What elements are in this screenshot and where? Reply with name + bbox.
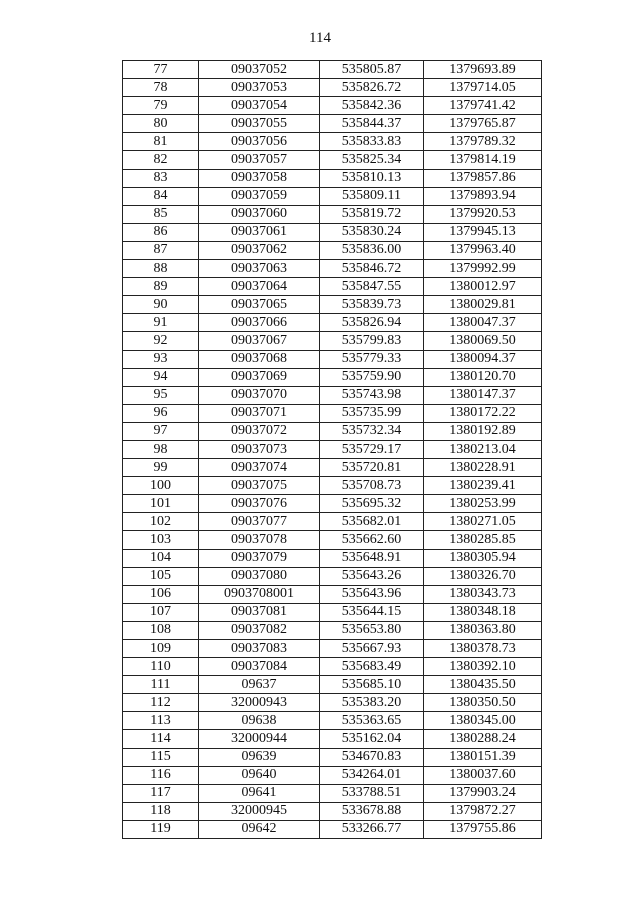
- x-coordinate-cell: 535685.10: [320, 676, 424, 694]
- table-row: [123, 694, 542, 712]
- point-id-cell: 09037082: [199, 621, 320, 639]
- table-row: [123, 278, 542, 296]
- x-coordinate-cell: 535819.72: [320, 205, 424, 223]
- x-coordinate-cell: 535383.20: [320, 694, 424, 712]
- table-row: [123, 133, 542, 151]
- row-number-cell: 78: [123, 79, 199, 97]
- table-row: [123, 79, 542, 97]
- coordinates-table-body: [123, 61, 542, 839]
- point-id-cell: 09037073: [199, 440, 320, 458]
- table-row: [123, 223, 542, 241]
- x-coordinate-cell: 535847.55: [320, 278, 424, 296]
- row-number-cell: 114: [123, 730, 199, 748]
- table-row: [123, 477, 542, 495]
- table-row: [123, 640, 542, 658]
- row-number-cell: 118: [123, 802, 199, 820]
- table-row: [123, 549, 542, 567]
- point-id-cell: 09642: [199, 820, 320, 838]
- row-number-cell: 116: [123, 766, 199, 784]
- x-coordinate-cell: 535695.32: [320, 495, 424, 513]
- y-coordinate-cell: 1380047.37: [424, 314, 542, 332]
- x-coordinate-cell: 535363.65: [320, 712, 424, 730]
- point-id-cell: 09037063: [199, 260, 320, 278]
- y-coordinate-cell: 1379814.19: [424, 151, 542, 169]
- row-number-cell: 108: [123, 621, 199, 639]
- point-id-cell: 09037059: [199, 187, 320, 205]
- point-id-cell: 09037067: [199, 332, 320, 350]
- table-row: [123, 332, 542, 350]
- point-id-cell: 0903708001: [199, 585, 320, 603]
- table-row: [123, 187, 542, 205]
- table-row: [123, 440, 542, 458]
- x-coordinate-cell: 535653.80: [320, 621, 424, 639]
- y-coordinate-cell: 1379857.86: [424, 169, 542, 187]
- x-coordinate-cell: 535162.04: [320, 730, 424, 748]
- row-number-cell: 80: [123, 115, 199, 133]
- point-id-cell: 09637: [199, 676, 320, 694]
- y-coordinate-cell: 1380345.00: [424, 712, 542, 730]
- table-row: [123, 169, 542, 187]
- point-id-cell: 09037064: [199, 278, 320, 296]
- table-row: [123, 712, 542, 730]
- x-coordinate-cell: 535836.00: [320, 241, 424, 259]
- point-id-cell: 09037072: [199, 422, 320, 440]
- x-coordinate-cell: 535779.33: [320, 350, 424, 368]
- table-row: [123, 567, 542, 585]
- row-number-cell: 97: [123, 422, 199, 440]
- x-coordinate-cell: 535682.01: [320, 513, 424, 531]
- point-id-cell: 32000943: [199, 694, 320, 712]
- y-coordinate-cell: 1380350.50: [424, 694, 542, 712]
- point-id-cell: 09037061: [199, 223, 320, 241]
- x-coordinate-cell: 535732.34: [320, 422, 424, 440]
- x-coordinate-cell: 535799.83: [320, 332, 424, 350]
- row-number-cell: 91: [123, 314, 199, 332]
- x-coordinate-cell: 535743.98: [320, 386, 424, 404]
- row-number-cell: 99: [123, 459, 199, 477]
- row-number-cell: 105: [123, 567, 199, 585]
- row-number-cell: 113: [123, 712, 199, 730]
- point-id-cell: 09639: [199, 748, 320, 766]
- x-coordinate-cell: 535729.17: [320, 440, 424, 458]
- y-coordinate-cell: 1379693.89: [424, 61, 542, 79]
- x-coordinate-cell: 535839.73: [320, 296, 424, 314]
- y-coordinate-cell: 1380271.05: [424, 513, 542, 531]
- table-row: [123, 459, 542, 477]
- table-row: [123, 296, 542, 314]
- table-row: [123, 205, 542, 223]
- y-coordinate-cell: 1379992.99: [424, 260, 542, 278]
- row-number-cell: 103: [123, 531, 199, 549]
- x-coordinate-cell: 535683.49: [320, 658, 424, 676]
- row-number-cell: 104: [123, 549, 199, 567]
- row-number-cell: 98: [123, 440, 199, 458]
- y-coordinate-cell: 1380378.73: [424, 640, 542, 658]
- y-coordinate-cell: 1380392.10: [424, 658, 542, 676]
- table-row: [123, 531, 542, 549]
- row-number-cell: 112: [123, 694, 199, 712]
- point-id-cell: 09037065: [199, 296, 320, 314]
- x-coordinate-cell: 535644.15: [320, 603, 424, 621]
- table-row: [123, 676, 542, 694]
- point-id-cell: 09037056: [199, 133, 320, 151]
- x-coordinate-cell: 533788.51: [320, 784, 424, 802]
- y-coordinate-cell: 1380305.94: [424, 549, 542, 567]
- x-coordinate-cell: 535810.13: [320, 169, 424, 187]
- x-coordinate-cell: 535844.37: [320, 115, 424, 133]
- x-coordinate-cell: 535825.34: [320, 151, 424, 169]
- row-number-cell: 107: [123, 603, 199, 621]
- table-row: [123, 820, 542, 838]
- y-coordinate-cell: 1380326.70: [424, 567, 542, 585]
- x-coordinate-cell: 535759.90: [320, 368, 424, 386]
- row-number-cell: 109: [123, 640, 199, 658]
- point-id-cell: 09037080: [199, 567, 320, 585]
- point-id-cell: 09037057: [199, 151, 320, 169]
- table-row: [123, 151, 542, 169]
- y-coordinate-cell: 1380253.99: [424, 495, 542, 513]
- point-id-cell: 09037053: [199, 79, 320, 97]
- x-coordinate-cell: 535662.60: [320, 531, 424, 549]
- row-number-cell: 88: [123, 260, 199, 278]
- y-coordinate-cell: 1380343.73: [424, 585, 542, 603]
- table-row: [123, 621, 542, 639]
- table-row: [123, 386, 542, 404]
- row-number-cell: 93: [123, 350, 199, 368]
- table-row: [123, 513, 542, 531]
- table-row: [123, 766, 542, 784]
- row-number-cell: 100: [123, 477, 199, 495]
- y-coordinate-cell: 1380348.18: [424, 603, 542, 621]
- x-coordinate-cell: 535826.94: [320, 314, 424, 332]
- table-row: [123, 802, 542, 820]
- point-id-cell: 09640: [199, 766, 320, 784]
- x-coordinate-cell: 535809.11: [320, 187, 424, 205]
- table-row: [123, 260, 542, 278]
- x-coordinate-cell: 535667.93: [320, 640, 424, 658]
- y-coordinate-cell: 1379963.40: [424, 241, 542, 259]
- table-row: [123, 61, 542, 79]
- table-row: [123, 730, 542, 748]
- table-row: [123, 241, 542, 259]
- y-coordinate-cell: 1379765.87: [424, 115, 542, 133]
- point-id-cell: 32000945: [199, 802, 320, 820]
- y-coordinate-cell: 1380037.60: [424, 766, 542, 784]
- x-coordinate-cell: 535805.87: [320, 61, 424, 79]
- x-coordinate-cell: 535708.73: [320, 477, 424, 495]
- point-id-cell: 09037071: [199, 404, 320, 422]
- point-id-cell: 09037076: [199, 495, 320, 513]
- x-coordinate-cell: 535720.81: [320, 459, 424, 477]
- x-coordinate-cell: 535833.83: [320, 133, 424, 151]
- table-row: [123, 603, 542, 621]
- y-coordinate-cell: 1379789.32: [424, 133, 542, 151]
- y-coordinate-cell: 1379714.05: [424, 79, 542, 97]
- row-number-cell: 111: [123, 676, 199, 694]
- x-coordinate-cell: 534670.83: [320, 748, 424, 766]
- point-id-cell: 09638: [199, 712, 320, 730]
- point-id-cell: 09037081: [199, 603, 320, 621]
- point-id-cell: 09037066: [199, 314, 320, 332]
- point-id-cell: 09037075: [199, 477, 320, 495]
- row-number-cell: 87: [123, 241, 199, 259]
- row-number-cell: 86: [123, 223, 199, 241]
- point-id-cell: 09641: [199, 784, 320, 802]
- point-id-cell: 09037078: [199, 531, 320, 549]
- coordinates-table: [122, 60, 542, 839]
- table-row: [123, 368, 542, 386]
- y-coordinate-cell: 1380172.22: [424, 404, 542, 422]
- x-coordinate-cell: 534264.01: [320, 766, 424, 784]
- y-coordinate-cell: 1379920.53: [424, 205, 542, 223]
- table-row: [123, 585, 542, 603]
- y-coordinate-cell: 1380029.81: [424, 296, 542, 314]
- table-row: [123, 314, 542, 332]
- x-coordinate-cell: 533678.88: [320, 802, 424, 820]
- row-number-cell: 115: [123, 748, 199, 766]
- y-coordinate-cell: 1379741.42: [424, 97, 542, 115]
- row-number-cell: 82: [123, 151, 199, 169]
- y-coordinate-cell: 1379872.27: [424, 802, 542, 820]
- row-number-cell: 81: [123, 133, 199, 151]
- y-coordinate-cell: 1380228.91: [424, 459, 542, 477]
- row-number-cell: 89: [123, 278, 199, 296]
- row-number-cell: 117: [123, 784, 199, 802]
- y-coordinate-cell: 1380435.50: [424, 676, 542, 694]
- point-id-cell: 09037052: [199, 61, 320, 79]
- y-coordinate-cell: 1380069.50: [424, 332, 542, 350]
- row-number-cell: 102: [123, 513, 199, 531]
- x-coordinate-cell: 535735.99: [320, 404, 424, 422]
- x-coordinate-cell: 535830.24: [320, 223, 424, 241]
- table-row: [123, 115, 542, 133]
- point-id-cell: 09037060: [199, 205, 320, 223]
- y-coordinate-cell: 1380012.97: [424, 278, 542, 296]
- point-id-cell: 09037083: [199, 640, 320, 658]
- point-id-cell: 32000944: [199, 730, 320, 748]
- point-id-cell: 09037079: [199, 549, 320, 567]
- y-coordinate-cell: 1380239.41: [424, 477, 542, 495]
- x-coordinate-cell: 533266.77: [320, 820, 424, 838]
- row-number-cell: 85: [123, 205, 199, 223]
- table-row: [123, 422, 542, 440]
- table-row: [123, 784, 542, 802]
- row-number-cell: 77: [123, 61, 199, 79]
- point-id-cell: 09037077: [199, 513, 320, 531]
- page-number: 114: [309, 30, 331, 46]
- table-row: [123, 658, 542, 676]
- y-coordinate-cell: 1380120.70: [424, 368, 542, 386]
- row-number-cell: 110: [123, 658, 199, 676]
- point-id-cell: 09037069: [199, 368, 320, 386]
- x-coordinate-cell: 535846.72: [320, 260, 424, 278]
- x-coordinate-cell: 535842.36: [320, 97, 424, 115]
- point-id-cell: 09037062: [199, 241, 320, 259]
- row-number-cell: 101: [123, 495, 199, 513]
- x-coordinate-cell: 535643.96: [320, 585, 424, 603]
- row-number-cell: 90: [123, 296, 199, 314]
- table-row: [123, 350, 542, 368]
- point-id-cell: 09037084: [199, 658, 320, 676]
- row-number-cell: 92: [123, 332, 199, 350]
- point-id-cell: 09037058: [199, 169, 320, 187]
- y-coordinate-cell: 1379755.86: [424, 820, 542, 838]
- y-coordinate-cell: 1380363.80: [424, 621, 542, 639]
- point-id-cell: 09037070: [199, 386, 320, 404]
- row-number-cell: 94: [123, 368, 199, 386]
- row-number-cell: 106: [123, 585, 199, 603]
- y-coordinate-cell: 1380151.39: [424, 748, 542, 766]
- table-row: [123, 495, 542, 513]
- y-coordinate-cell: 1380147.37: [424, 386, 542, 404]
- y-coordinate-cell: 1379893.94: [424, 187, 542, 205]
- row-number-cell: 96: [123, 404, 199, 422]
- y-coordinate-cell: 1380192.89: [424, 422, 542, 440]
- row-number-cell: 95: [123, 386, 199, 404]
- x-coordinate-cell: 535648.91: [320, 549, 424, 567]
- table-row: [123, 97, 542, 115]
- table-row: [123, 748, 542, 766]
- x-coordinate-cell: 535826.72: [320, 79, 424, 97]
- y-coordinate-cell: 1379945.13: [424, 223, 542, 241]
- y-coordinate-cell: 1379903.24: [424, 784, 542, 802]
- y-coordinate-cell: 1380288.24: [424, 730, 542, 748]
- row-number-cell: 79: [123, 97, 199, 115]
- row-number-cell: 84: [123, 187, 199, 205]
- point-id-cell: 09037055: [199, 115, 320, 133]
- row-number-cell: 83: [123, 169, 199, 187]
- y-coordinate-cell: 1380285.85: [424, 531, 542, 549]
- point-id-cell: 09037074: [199, 459, 320, 477]
- row-number-cell: 119: [123, 820, 199, 838]
- y-coordinate-cell: 1380213.04: [424, 440, 542, 458]
- y-coordinate-cell: 1380094.37: [424, 350, 542, 368]
- point-id-cell: 09037068: [199, 350, 320, 368]
- table-row: [123, 404, 542, 422]
- x-coordinate-cell: 535643.26: [320, 567, 424, 585]
- point-id-cell: 09037054: [199, 97, 320, 115]
